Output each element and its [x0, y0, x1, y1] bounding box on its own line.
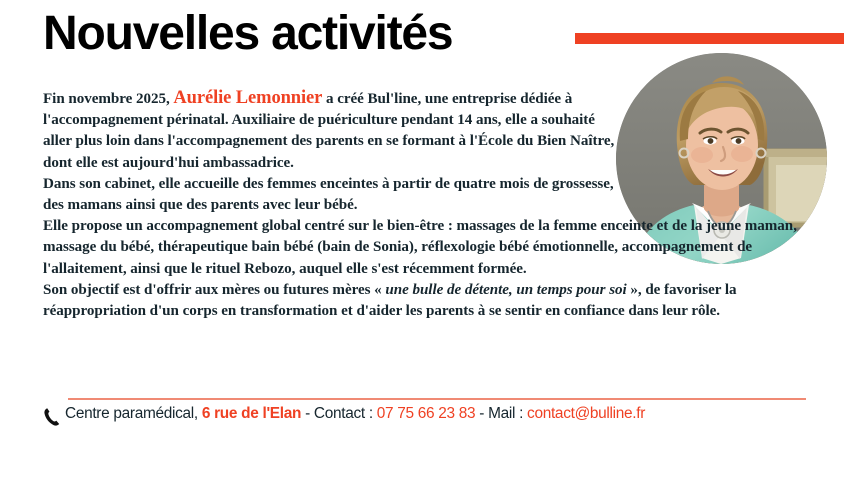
paragraph-4-rest: », de favoriser la réappropriation d'un corps en transformation et d'aider les parents à se sentir en confiance dans leur rôle.: [43, 281, 737, 320]
paragraph-3: Elle propose un accompagnement global centré sur le bien-être : massages de la femme enceinte et de la jeune maman, massage du bébé, thérapeutique bain bébé (bain de Sonia), réflexologie bébé émotionnelle, accompagnement de l'allaitement, ainsi que le rituel Rebozo, auquel elle s'est récemment formée.: [43, 218, 797, 277]
footer-contact-label: Contact :: [313, 405, 373, 422]
title-accent-rule: [575, 33, 844, 44]
person-name-highlight: Aurélie Lemonnier: [173, 88, 323, 108]
paragraph-1-intro: Fin novembre 2025,: [43, 91, 174, 107]
paragraph-4-quote: une bulle de détente, un temps pour soi: [385, 281, 627, 298]
footer-mail-label: Mail :: [488, 405, 524, 422]
footer-separator-2: -: [475, 405, 489, 422]
footer-separator-1: -: [301, 405, 314, 422]
phone-icon-glyph: [43, 407, 61, 427]
footer-address[interactable]: 6 rue de l'Elan: [201, 405, 302, 422]
footer-venue: Centre paramédical,: [65, 405, 198, 422]
phone-icon: [43, 407, 61, 427]
paragraph-4: [43, 280, 833, 322]
page-title: Nouvelles activités: [43, 7, 453, 60]
footer-phone-number[interactable]: 07 75 66 23 83: [376, 405, 476, 422]
paragraph-4-intro: Son objectif est d'offrir aux mères ou futures mères «: [43, 281, 386, 298]
paragraph-1-rest: a créé Bul'line, une entreprise dédiée à l'accompagnement périnatal. Auxiliaire de puériculture pendant 14 ans, elle a souhaité aller plus loin dans l'accompagnement des parents en se formant à l'École du Bien Naître, dont elle est aujourd'hui ambassadrice.: [43, 91, 615, 171]
footer-email-address[interactable]: contact@bulline.fr: [527, 405, 646, 422]
footer-contact-line: [65, 405, 645, 423]
paragraph-1: [43, 88, 618, 174]
footer-divider: [68, 398, 806, 400]
paragraph-2: Dans son cabinet, elle accueille des femmes enceintes à partir de quatre mois de grossesse, des mamans ainsi que des parents avec leur bébé.: [43, 175, 614, 214]
article-body: [43, 88, 833, 322]
footer-contact-bar: [43, 398, 833, 432]
